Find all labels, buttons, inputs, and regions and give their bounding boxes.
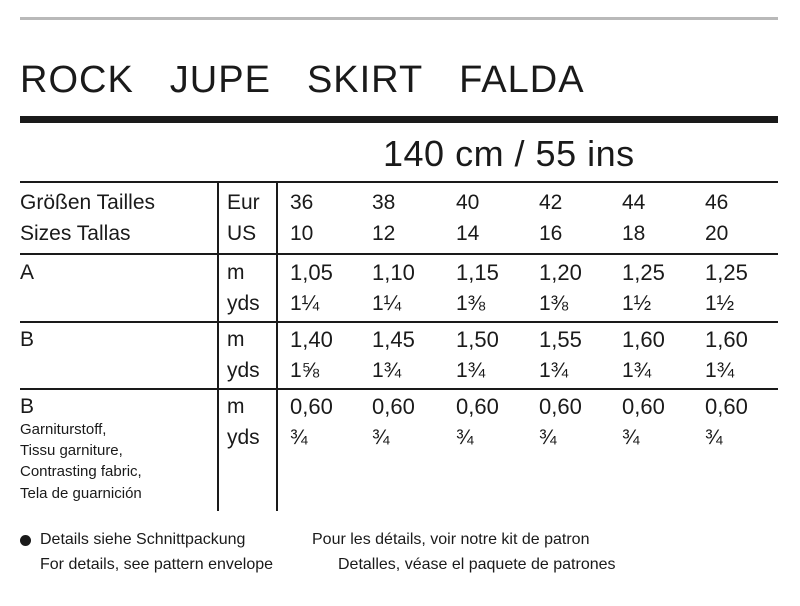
size-eur: 44 [622, 191, 646, 214]
value-m: 1,25 [622, 260, 665, 285]
size-eur: 36 [290, 191, 314, 214]
value-m: 1,10 [372, 260, 415, 285]
size-eur: 40 [456, 191, 480, 214]
value-m: 0,60 [456, 394, 499, 419]
row-label-a: A [20, 261, 35, 284]
row-label-b-contrast: B [20, 395, 35, 418]
value-m: 1,60 [705, 327, 748, 352]
value-m: 0,60 [705, 394, 748, 419]
bullet-icon [20, 535, 31, 546]
value-m: 0,60 [372, 394, 415, 419]
value-yds: 1⅜ [539, 292, 569, 315]
value-yds: ¾ [456, 426, 474, 449]
value-yds: 1¼ [372, 292, 402, 315]
title-word-fr: JUPE [169, 59, 271, 101]
title-underline [20, 116, 778, 123]
size-eur: 38 [372, 191, 396, 214]
contrast-fabric-label: Garniturstoff, [20, 421, 107, 438]
size-label-line2: Sizes Tallas [20, 222, 131, 245]
column-divider [276, 181, 278, 511]
value-yds: 1¾ [372, 359, 402, 382]
size-us: 12 [372, 222, 396, 245]
value-yds: 1⅝ [290, 359, 320, 382]
row-label-b: B [20, 328, 35, 351]
unit-yds: yds [227, 359, 260, 382]
value-m: 1,55 [539, 327, 582, 352]
unit-us: US [227, 222, 257, 245]
row-divider [20, 388, 778, 390]
value-m: 1,20 [539, 260, 582, 285]
value-yds: 1½ [622, 292, 652, 315]
size-eur: 46 [705, 191, 729, 214]
unit-eur: Eur [227, 191, 260, 214]
value-m: 0,60 [622, 394, 665, 419]
value-yds: ¾ [372, 426, 390, 449]
unit-yds: yds [227, 292, 260, 315]
size-us: 14 [456, 222, 480, 245]
unit-m: m [227, 328, 245, 351]
value-m: 1,50 [456, 327, 499, 352]
row-divider [20, 253, 778, 255]
value-m: 0,60 [539, 394, 582, 419]
value-yds: 1¾ [622, 359, 652, 382]
size-label-line1: Größen Tailles [20, 191, 156, 214]
size-us: 16 [539, 222, 563, 245]
value-m: 1,25 [705, 260, 748, 285]
value-yds: 1⅜ [456, 292, 486, 315]
title-word-en: SKIRT [306, 59, 424, 101]
size-us: 10 [290, 222, 314, 245]
value-yds: ¾ [290, 426, 308, 449]
note-fr: Pour les détails, voir notre kit de patron [312, 531, 590, 548]
fabric-width: 140 cm / 55 ins [383, 133, 635, 174]
note-es: Detalles, véase el paquete de patrones [338, 556, 616, 573]
value-m: 0,60 [290, 394, 333, 419]
value-m: 1,45 [372, 327, 415, 352]
contrast-fabric-label: Tela de guarnición [20, 485, 142, 502]
unit-m: m [227, 261, 245, 284]
value-yds: ¾ [539, 426, 557, 449]
column-divider [217, 181, 219, 511]
note-en: For details, see pattern envelope [40, 556, 274, 573]
value-yds: 1¾ [705, 359, 735, 382]
value-m: 1,60 [622, 327, 665, 352]
value-yds: 1¾ [539, 359, 569, 382]
title-word-de: ROCK [20, 59, 134, 101]
value-m: 1,40 [290, 327, 333, 352]
unit-yds: yds [227, 426, 260, 449]
row-divider [20, 321, 778, 323]
value-yds: 1½ [705, 292, 735, 315]
value-yds: ¾ [622, 426, 640, 449]
top-divider [20, 17, 778, 20]
unit-m: m [227, 395, 245, 418]
value-yds: 1¾ [456, 359, 486, 382]
note-de: Details siehe Schnittpackung [40, 531, 246, 548]
size-us: 18 [622, 222, 646, 245]
contrast-fabric-label: Tissu garniture, [20, 442, 123, 459]
value-m: 1,15 [456, 260, 499, 285]
value-m: 1,05 [290, 260, 333, 285]
size-eur: 42 [539, 191, 563, 214]
value-yds: 1¼ [290, 292, 320, 315]
size-us: 20 [705, 222, 729, 245]
contrast-fabric-label: Contrasting fabric, [20, 463, 142, 480]
table-top-rule [20, 181, 778, 183]
page-title [20, 58, 621, 102]
title-word-es: FALDA [459, 59, 585, 101]
value-yds: ¾ [705, 426, 723, 449]
